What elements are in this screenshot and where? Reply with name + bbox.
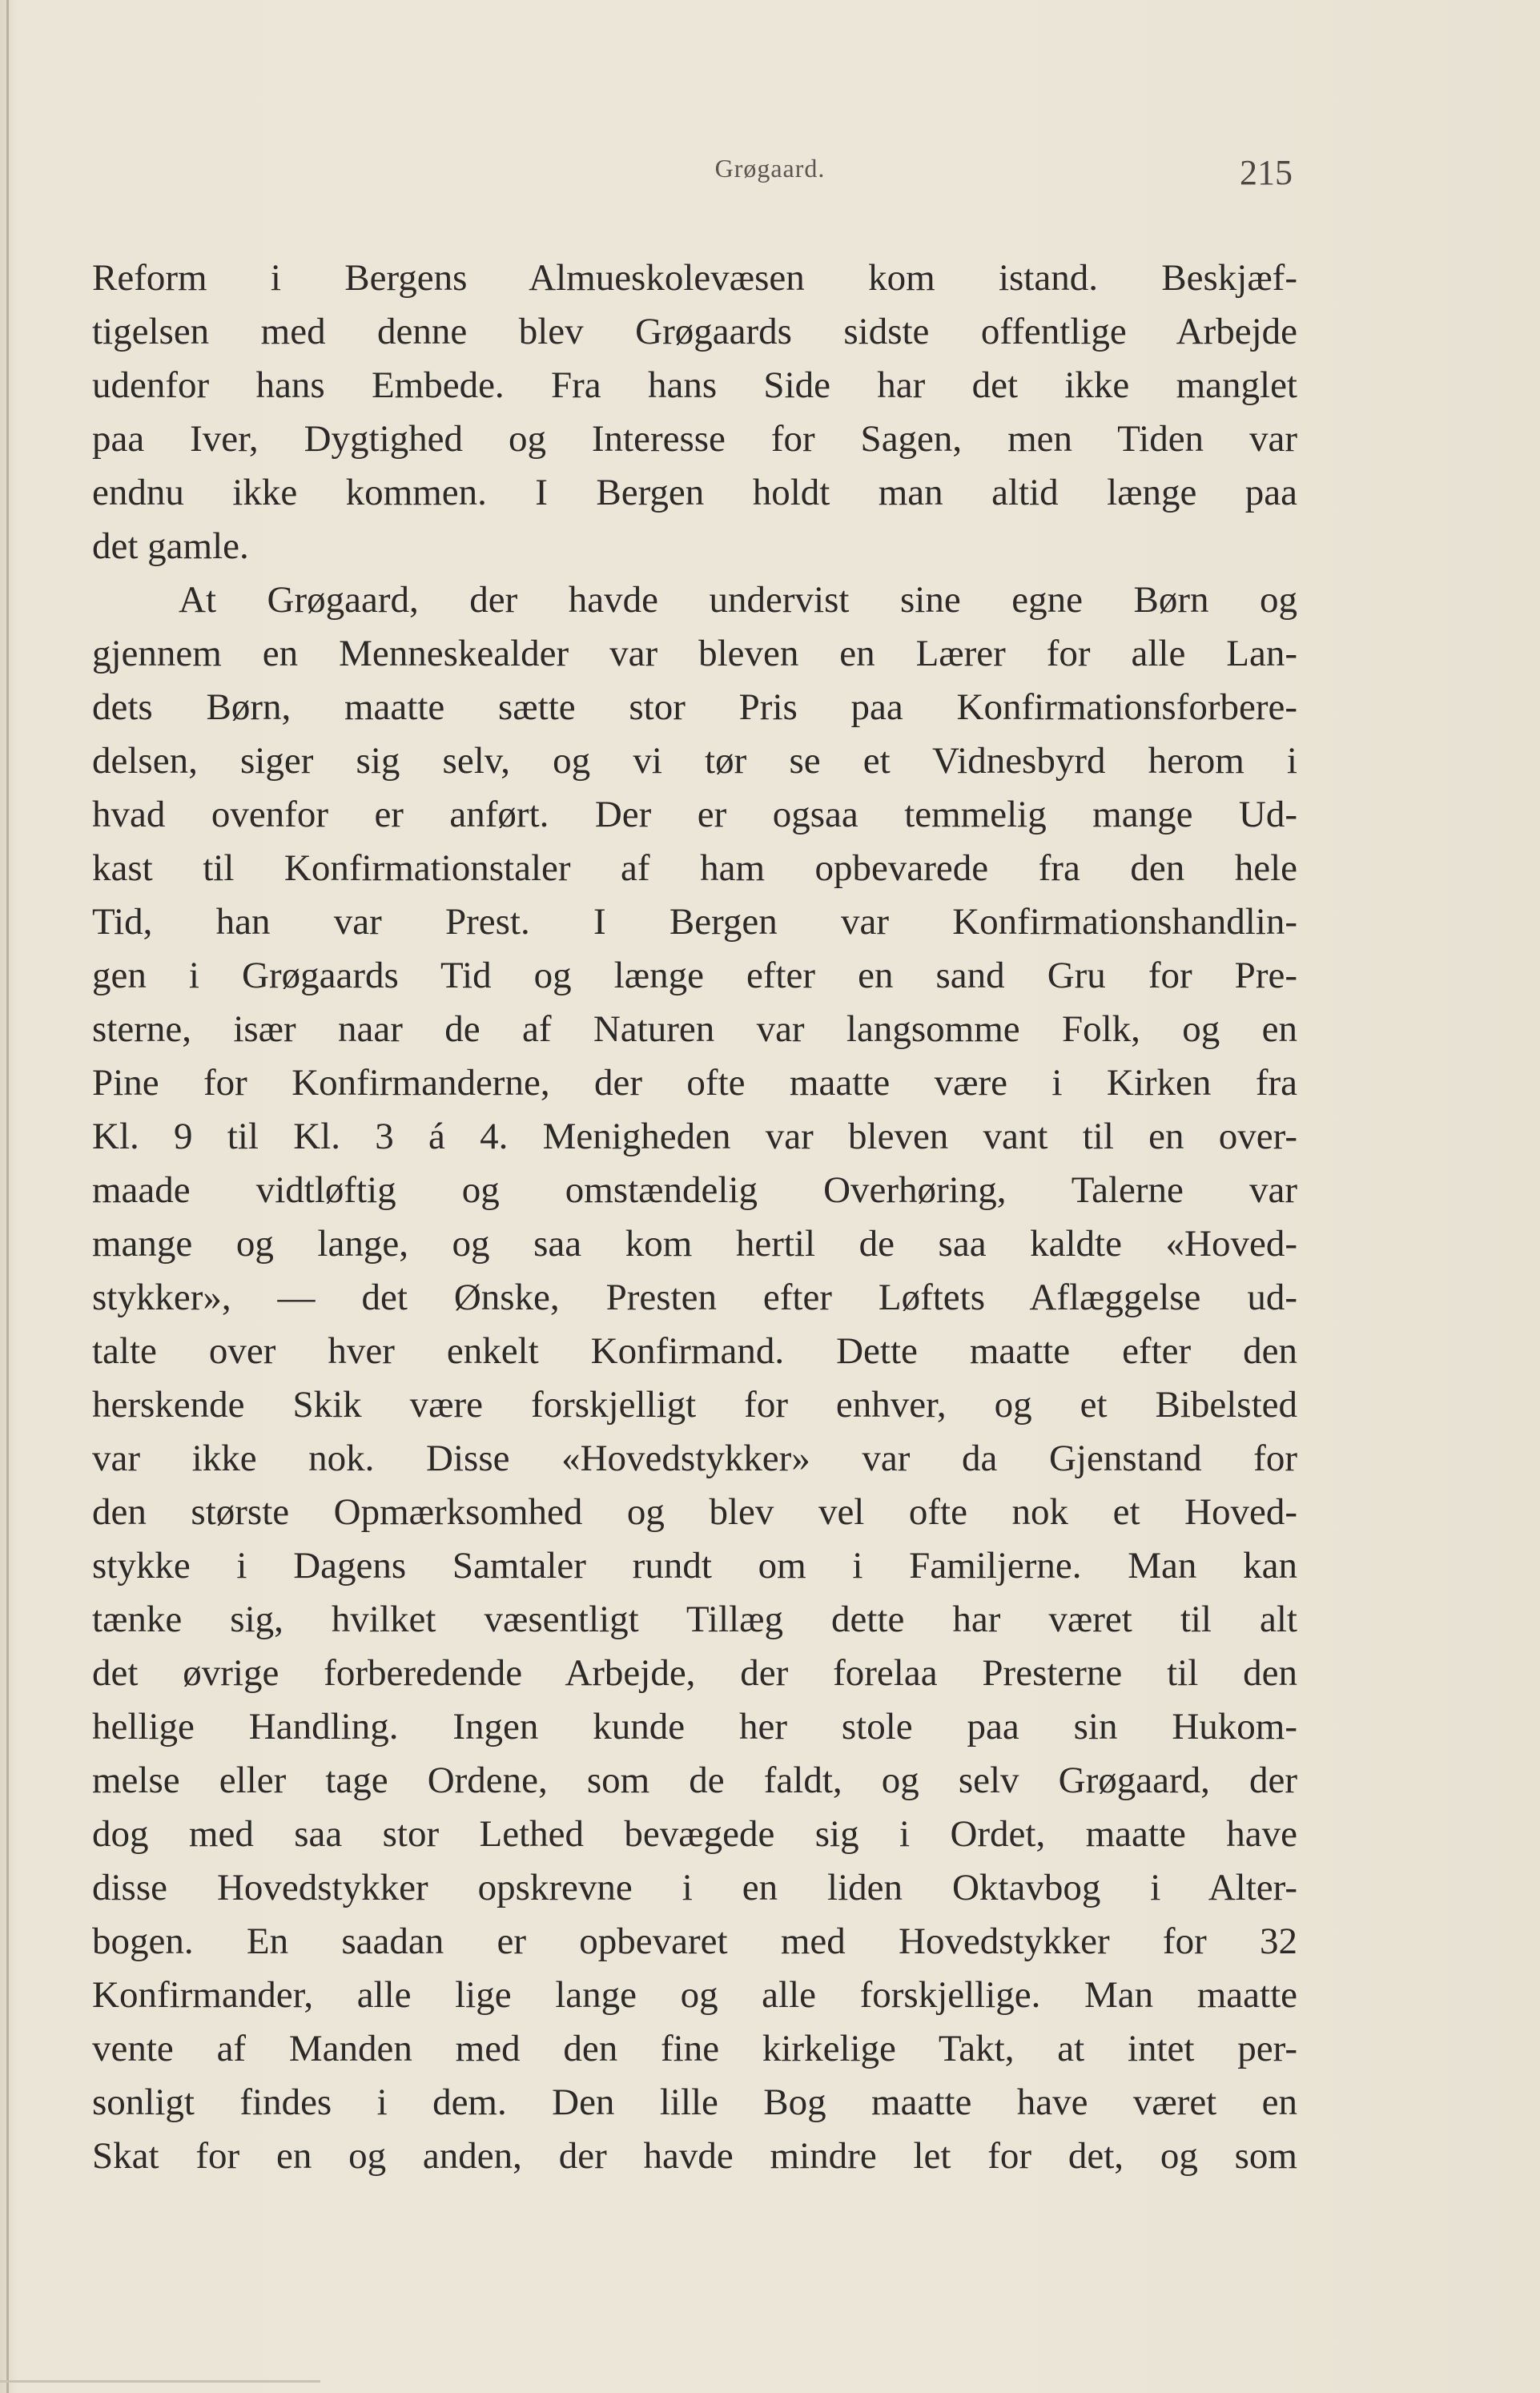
text-line: herskende Skik være forskjelligt for enhver, og et Bibelsted — [92, 1384, 1297, 1426]
text-line: Kl. 9 til Kl. 3 á 4. Menigheden var bleven vant til en over- — [92, 1116, 1297, 1157]
text-line: tænke sig, hvilket væsentligt Tillæg dette har været til alt — [92, 1599, 1297, 1640]
running-title: Grøgaard. — [714, 154, 826, 183]
text-line: hvad ovenfor er anført. Der er ogsaa temmelig mange Ud- — [92, 794, 1297, 835]
text-line: disse Hovedstykker opskrevne i en liden Oktavbog i Alter- — [92, 1867, 1297, 1908]
text-line: den største Opmærksomhed og blev vel ofte nok et Hoved- — [92, 1491, 1297, 1533]
text-line: Tid, han var Prest. I Bergen var Konfirmationshandlin- — [92, 901, 1297, 943]
text-line: Reform i Bergens Almueskolevæsen kom istand. Beskjæf- — [92, 257, 1297, 299]
text-line: gen i Grøgaards Tid og længe efter en sand Gru for Pre- — [92, 955, 1297, 996]
text-line: dog med saa stor Lethed bevægede sig i Ordet, maatte have — [92, 1813, 1297, 1855]
text-line: vente af Manden med den fine kirkelige Takt, at intet per- — [92, 2028, 1297, 2069]
text-line: melse eller tage Ordene, som de faldt, og selv Grøgaard, der — [92, 1760, 1297, 1801]
text-line: det gamle. — [92, 525, 249, 567]
text-line: stykker», — det Ønske, Presten efter Løftets Aflæggelse ud- — [92, 1277, 1297, 1318]
text-line: tigelsen med denne blev Grøgaards sidste offentlige Arbejde — [92, 311, 1297, 352]
text-line: kast til Konfirmationstaler af ham opbevarede fra den hele — [92, 847, 1297, 889]
bottom-edge-mark — [0, 2380, 320, 2383]
text-line: sonligt findes i dem. Den lille Bog maatte have været en — [92, 2081, 1297, 2123]
page-number: 215 — [1240, 153, 1293, 192]
text-line: sterne, især naar de af Naturen var langsomme Folk, og en — [92, 1008, 1297, 1050]
text-line: mange og lange, og saa kom hertil de saa kaldte «Hoved- — [92, 1223, 1297, 1265]
text-line: delsen, siger sig selv, og vi tør se et Vidnesbyrd herom i — [92, 740, 1297, 782]
text-line: endnu ikke kommen. I Bergen holdt man altid længe paa — [92, 472, 1297, 513]
text-line: Skat for en og anden, der havde mindre let for det, og som — [92, 2135, 1297, 2177]
text-line: maade vidtløftig og omstændelig Overhøring, Talerne var — [92, 1169, 1297, 1211]
text-line: Pine for Konfirmanderne, der ofte maatte være i Kirken fra — [92, 1062, 1297, 1104]
text-line: stykke i Dagens Samtaler rundt om i Familjerne. Man kan — [92, 1545, 1297, 1587]
text-line: det øvrige forberedende Arbejde, der forelaa Presterne til den — [92, 1652, 1297, 1694]
text-line: paa Iver, Dygtighed og Interesse for Sagen, men Tiden var — [92, 418, 1297, 460]
text-line: hellige Handling. Ingen kunde her stole paa sin Hukom- — [92, 1706, 1297, 1747]
text-line: var ikke nok. Disse «Hovedstykker» var da Gjenstand for — [92, 1438, 1297, 1479]
text-line: udenfor hans Embede. Fra hans Side har det ikke manglet — [92, 364, 1297, 406]
text-line: Konfirmander, alle lige lange og alle forskjellige. Man maatte — [92, 1974, 1297, 2016]
body-text — [92, 251, 1297, 2183]
text-line: At Grøgaard, der havde undervist sine egne Børn og — [179, 579, 1297, 621]
text-line: dets Børn, maatte sætte stor Pris paa Konfirmationsforbere- — [92, 686, 1297, 728]
text-line: bogen. En saadan er opbevaret med Hovedstykker for 32 — [92, 1920, 1297, 1962]
text-line: gjennem en Menneskealder var bleven en Lærer for alle Lan- — [92, 633, 1297, 674]
text-line: talte over hver enkelt Konfirmand. Dette maatte efter den — [92, 1330, 1297, 1372]
page-edge-shadow — [6, 0, 9, 2393]
